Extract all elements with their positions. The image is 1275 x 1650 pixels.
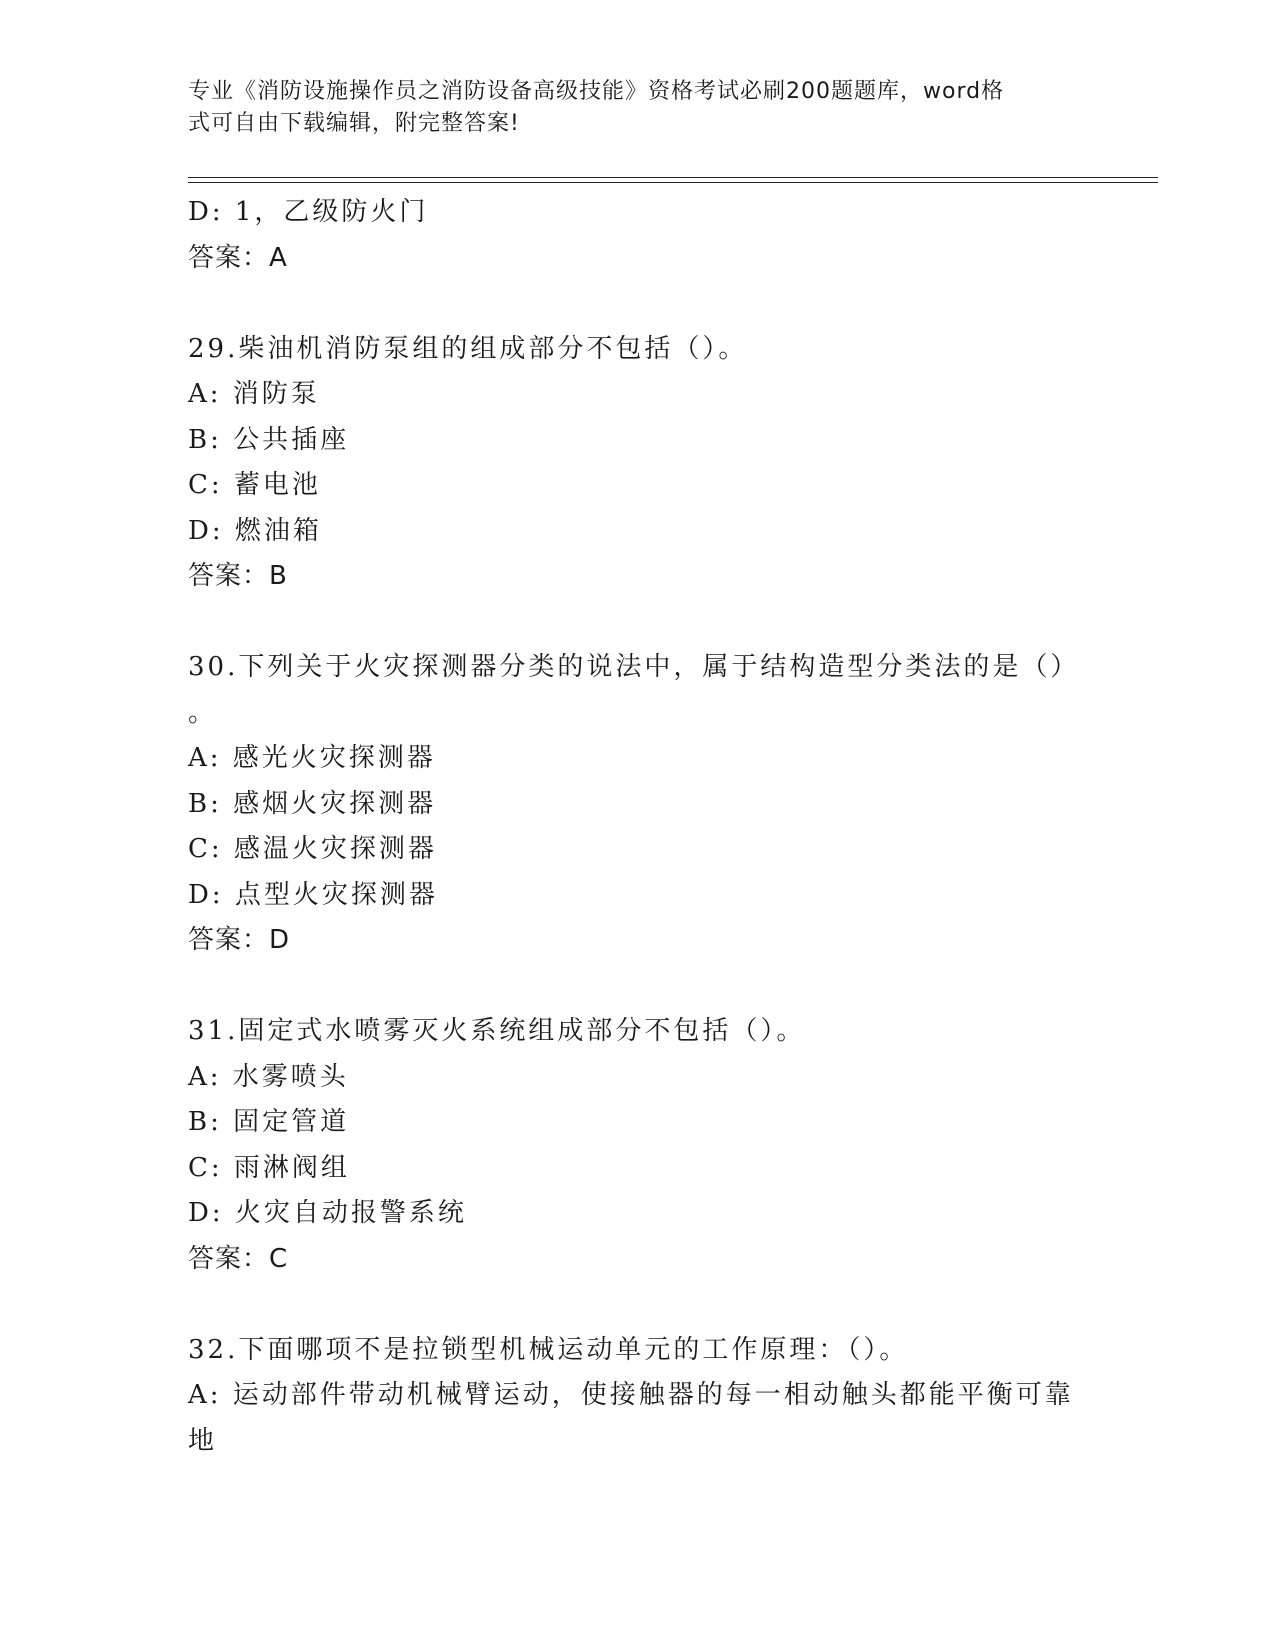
question-number: 29. bbox=[188, 333, 239, 364]
spacer bbox=[188, 281, 1088, 327]
spacer bbox=[188, 1282, 1088, 1328]
question-30-stem-continuation: 。 bbox=[188, 697, 218, 728]
question-31-option-b: B: 固定管道 bbox=[188, 1107, 350, 1137]
question-number: 30. bbox=[188, 652, 239, 682]
question-text: 固定式水喷雾灭火系统组成部分不包括（）。 bbox=[238, 1016, 806, 1046]
prev-answer: 答案：A bbox=[188, 242, 288, 273]
question-32-option-a: A: 运动部件带动机械臂运动，使接触器的每一相动触头都能平衡可靠 bbox=[188, 1380, 1074, 1410]
question-30-stem bbox=[188, 645, 1088, 691]
question-29-stem bbox=[188, 327, 1088, 373]
question-31-option-d: D: 火灾自动报警系统 bbox=[188, 1198, 467, 1228]
question-29-option-b: B: 公共插座 bbox=[188, 424, 350, 455]
question-text: 下列关于火灾探测器分类的说法中，属于结构造型分类法的是（） bbox=[238, 652, 1080, 682]
question-29-option-c: C: 蓄电池 bbox=[188, 470, 321, 500]
question-text: 下面哪项不是拉锁型机械运动单元的工作原理：（）。 bbox=[238, 1334, 909, 1365]
question-text: 柴油机消防泵组的组成部分不包括（）。 bbox=[238, 333, 748, 364]
question-31-stem bbox=[188, 1009, 1088, 1055]
question-number: 32. bbox=[188, 1334, 239, 1365]
question-32-stem bbox=[188, 1328, 1088, 1374]
question-31-option-c: C: 雨淋阀组 bbox=[188, 1152, 350, 1183]
question-30-option-d: D: 点型火灾探测器 bbox=[188, 879, 438, 910]
question-30-option-c: C: 感温火灾探测器 bbox=[188, 834, 437, 864]
header-title-line-2: 式可自由下载编辑，附完整答案! bbox=[188, 111, 520, 136]
prev-option-d: D: 1，乙级防火门 bbox=[188, 197, 429, 227]
question-29-answer: 答案：B bbox=[188, 561, 288, 591]
question-29-option-a: A: 消防泵 bbox=[188, 379, 320, 409]
question-31-option-a: A: 水雾喷头 bbox=[188, 1061, 349, 1092]
question-32-option-a-continuation: 地 bbox=[188, 1425, 218, 1456]
question-number: 31. bbox=[188, 1016, 239, 1046]
header-rule-top bbox=[188, 177, 1158, 178]
question-30-option-a: A: 感光火灾探测器 bbox=[188, 743, 436, 773]
question-30-answer: 答案：D bbox=[188, 925, 291, 955]
question-30-option-b: B: 感烟火灾探测器 bbox=[188, 788, 437, 819]
document-header bbox=[188, 76, 1068, 140]
question-list bbox=[188, 190, 1088, 1464]
question-29-option-d: D: 燃油箱 bbox=[188, 515, 322, 546]
header-rule-bottom bbox=[188, 182, 1158, 183]
header-title-line-1: 专业《消防设施操作员之消防设备高级技能》资格考试必刷200题题库，word格 bbox=[188, 79, 1005, 104]
question-31-answer: 答案：C bbox=[188, 1243, 289, 1274]
spacer bbox=[188, 600, 1088, 646]
spacer bbox=[188, 964, 1088, 1010]
